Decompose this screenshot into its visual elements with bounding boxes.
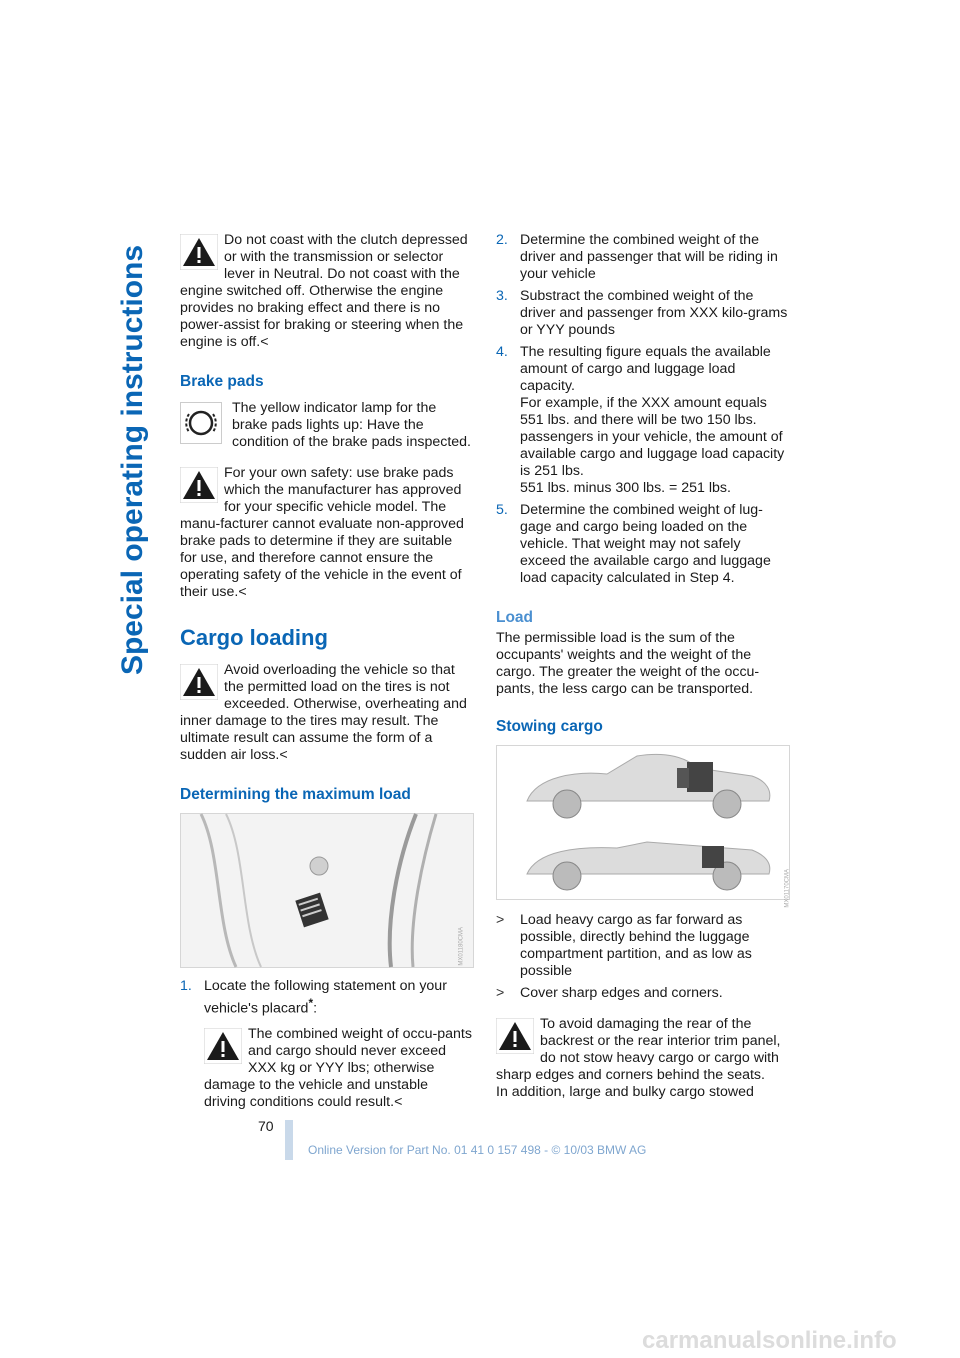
stowing-cargo-figure <box>496 745 791 908</box>
brake-pads-info: The yellow indicator lamp for the brake pads lights up: Have the condition of the brake pads inspected. <box>180 400 472 451</box>
placard-figure <box>180 813 474 968</box>
bullet-text: Load heavy cargo as far forward as possible, directly behind the luggage compartment partition, and as low as possible <box>520 912 752 979</box>
list-item <box>496 912 788 980</box>
list-item <box>496 232 788 283</box>
warning-stowing: To avoid damaging the rear of the backrest or the rear interior trim panel, do not stow heavy cargo or cargo with sharp edges and corners behind the seats. In addition, large and bulky cargo stowed <box>496 1016 781 1100</box>
list-item <box>496 288 788 339</box>
step-number: 5. <box>496 502 508 518</box>
warning-icon <box>204 1028 242 1064</box>
brake-pad-indicator-icon <box>180 402 222 444</box>
step-number: 4. <box>496 344 508 360</box>
bullet-mark: > <box>496 985 505 1001</box>
cargo-loading-heading: Cargo loading <box>180 625 328 650</box>
step-text: Determine the combined weight of the driver and passenger that will be riding in your vehicle <box>520 232 778 282</box>
list-item <box>496 502 788 587</box>
list-item <box>496 985 788 1002</box>
right-column <box>496 232 791 1115</box>
stowing-cargo-heading: Stowing cargo <box>496 718 603 735</box>
footer-bar <box>285 1120 293 1160</box>
load-text: The permissible load is the sum of the occupants' weights and the weight of the cargo. The greater the weight of the occu-pants, the less cargo can be transported. <box>496 630 760 697</box>
step-text: Determine the combined weight of lug-gage and cargo being loaded on the vehicle. That weight may not safely exceed the available cargo and luggage load capacity calculated in Step 4. <box>520 502 771 586</box>
figure-code: MX01170CMA <box>785 869 791 908</box>
list-item: 1. Locate the following statement on your vehicle's placard*: <box>180 978 447 1017</box>
steps-list-start <box>180 978 472 1018</box>
brake-pads-heading: Brake pads <box>180 373 264 390</box>
page-number: 70 <box>258 1118 274 1134</box>
side-title: Special operating instructions <box>116 244 149 676</box>
left-column <box>180 232 472 1125</box>
max-load-heading: Determining the maximum load <box>180 786 411 803</box>
warning-overload: Avoid overloading the vehicle so that the permitted load on the tires is not exceeded. Otherwise, overheating and inner damage to the tires may result. The ultimate result can assume the form of a sudden air loss.< <box>180 662 467 763</box>
warning-icon <box>180 467 218 503</box>
bullet-text: Cover sharp edges and corners. <box>520 985 723 1001</box>
footer-text: Online Version for Part No. 01 41 0 157 498 - © 10/03 BMW AG <box>308 1143 647 1157</box>
step-text: Substract the combined weight of the driver and passenger from XXX kilo-grams or YYY pounds <box>520 288 788 338</box>
warning-placard: The combined weight of occu-pants and cargo should never exceed XXX kg or YYY lbs; otherwise damage to the vehicle and unstable driving conditions could result.< <box>204 1025 472 1110</box>
warning-icon <box>496 1018 534 1054</box>
load-heading: Load <box>496 609 534 626</box>
list-item <box>496 344 788 497</box>
cargo-tips-list <box>496 912 788 1002</box>
figure-code: MX01180CMA <box>459 927 465 966</box>
warning-brake-pads: For your own safety: use brake pads which the manufacturer has approved for your specific vehicle model. The manu-facturer cannot evaluate non-approved brake pads to determine if they are suitable for use, and therefore cannot ensure the operating safety of the vehicle in the event of their use.< <box>180 465 464 600</box>
warning-coast: Do not coast with the clutch depressed or with the transmission or selector lever in Neutral. Do not coast with the engine switched off. Otherwise the engine provides no braking effect and there is no power-assist for braking or steering when the engine is off.< <box>180 232 468 350</box>
watermark: carmanualsonline.info <box>642 1327 897 1354</box>
warning-icon <box>180 234 218 270</box>
step-number: 2. <box>496 232 508 248</box>
step-number: 3. <box>496 288 508 304</box>
bullet-mark: > <box>496 912 505 928</box>
warning-icon <box>180 664 218 700</box>
steps-list <box>496 232 788 587</box>
step-text: The resulting figure equals the available amount of cargo and luggage load capacity. For example, if the XXX amount equals 551 lbs. and there will be two 150 lbs. passengers in your vehicle, the amount of available cargo and luggage load capacity is 251 lbs. 551 lbs. minus 300 lbs. = 251 lbs. <box>520 344 785 496</box>
